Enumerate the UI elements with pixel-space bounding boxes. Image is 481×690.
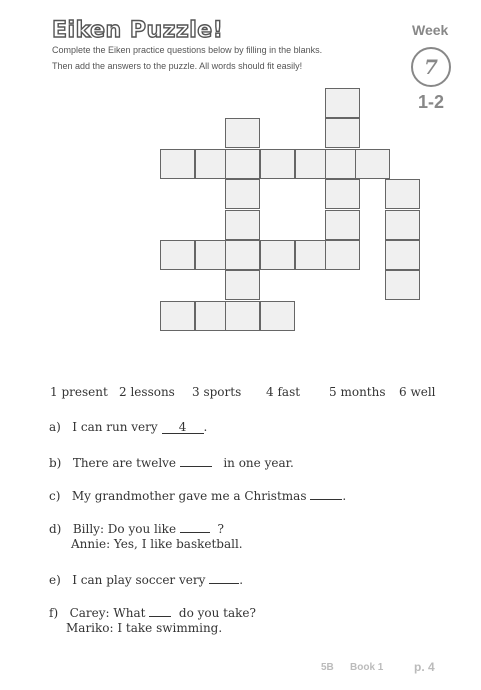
crossword-cell[interactable] (385, 270, 420, 300)
word-bank-item: 2 lessons (119, 385, 175, 399)
crossword-cell[interactable] (225, 301, 260, 331)
crossword-cell[interactable] (160, 149, 195, 179)
answer-blank-f[interactable] (149, 603, 171, 617)
answer-blank-a[interactable]: 4 (162, 420, 204, 434)
answer-blank-e[interactable] (209, 570, 239, 584)
word-bank-item: 1 present (50, 385, 108, 399)
footer-page-number: p. 4 (414, 660, 435, 674)
week-label: Week (412, 22, 449, 38)
crossword-cell[interactable] (225, 270, 260, 300)
crossword-cell[interactable] (325, 240, 360, 270)
crossword-cell[interactable] (385, 179, 420, 209)
footer-book: Book 1 (350, 662, 384, 673)
week-range: 1-2 (417, 92, 444, 112)
week-number-badge (411, 47, 451, 87)
word-bank-item: 5 months (329, 385, 386, 399)
answer-blank-b[interactable] (180, 453, 212, 467)
instruction-line-2: Then add the answers to the puzzle. All words should fit easily! (52, 61, 303, 71)
word-bank-item: 6 well (399, 385, 436, 399)
crossword-cell[interactable] (225, 240, 260, 270)
question-c: c) My grandmother gave me a Christmas . (49, 486, 346, 503)
crossword-cell[interactable] (260, 301, 295, 331)
crossword-cell[interactable] (325, 118, 360, 148)
week-number: 7 (424, 55, 438, 79)
crossword-cell[interactable] (225, 149, 260, 179)
word-bank-item: 4 fast (266, 385, 301, 399)
question-f-reply: Mariko: I take swimming. (66, 621, 223, 635)
crossword-cell[interactable] (160, 240, 195, 270)
answer-blank-c[interactable] (310, 486, 342, 500)
crossword-cell[interactable] (225, 210, 260, 240)
page-title: Eiken Puzzle! (52, 18, 224, 43)
crossword-cell[interactable] (325, 210, 360, 240)
crossword-cell[interactable] (325, 88, 360, 118)
question-d-reply: Annie: Yes, I like basketball. (71, 537, 243, 551)
question-b: b) There are twelve in one year. (49, 453, 294, 470)
answer-blank-d[interactable] (180, 519, 210, 533)
crossword-cell[interactable] (225, 118, 260, 148)
crossword-cell[interactable] (260, 149, 295, 179)
crossword-cell[interactable] (355, 149, 390, 179)
question-f: f) Carey: What do you take? (49, 603, 256, 620)
footer-level: 5B (321, 662, 334, 673)
crossword-cell[interactable] (160, 301, 195, 331)
question-d: d) Billy: Do you like ? (49, 519, 224, 536)
crossword-cell[interactable] (385, 210, 420, 240)
instruction-line-1: Complete the Eiken practice questions below by filling in the blanks. (52, 45, 323, 55)
crossword-cell[interactable] (385, 240, 420, 270)
question-a: a) I can run very 4 . (49, 420, 208, 434)
question-e: e) I can play soccer very . (49, 570, 243, 587)
crossword-cell[interactable] (260, 240, 295, 270)
crossword-cell[interactable] (325, 179, 360, 209)
crossword-cell[interactable] (225, 179, 260, 209)
word-bank-item: 3 sports (192, 385, 242, 399)
